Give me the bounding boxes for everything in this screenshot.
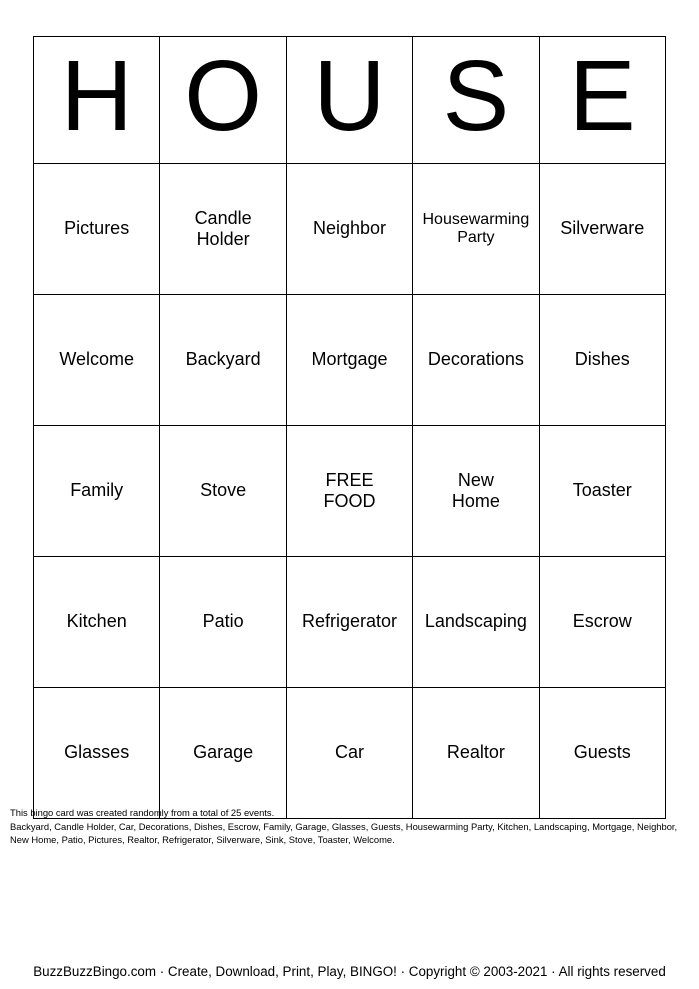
header-row — [34, 37, 666, 164]
grid-cell — [34, 295, 160, 426]
grid-cell — [286, 557, 412, 688]
grid-cell — [34, 164, 160, 295]
grid-cell — [34, 688, 160, 819]
cell-label: Dishes — [574, 349, 630, 370]
cell-label: Silverware — [560, 218, 645, 239]
grid-cell — [413, 557, 539, 688]
header-cell — [539, 37, 665, 164]
cell-label: Realtor — [446, 742, 505, 763]
grid-cell — [160, 426, 286, 557]
cell-label: Welcome — [59, 349, 135, 370]
cell-label: Backyard — [185, 349, 261, 370]
copyright-footer: BuzzBuzzBingo.com · Create, Download, Print, Play, BINGO! · Copyright © 2003-2021 · All rights reserved — [33, 964, 666, 979]
cell-label: Guests — [573, 742, 631, 763]
grid-cell — [286, 295, 412, 426]
cell-label: Glasses — [64, 742, 130, 763]
grid-cell — [413, 164, 539, 295]
header-cell — [34, 37, 160, 164]
header-cell — [413, 37, 539, 164]
grid-cell — [539, 295, 665, 426]
cell-label: Mortgage — [311, 349, 388, 370]
cell-label: Car — [334, 742, 364, 763]
grid-cell — [286, 688, 412, 819]
free-space-label: FREE FOOD — [323, 469, 376, 511]
cell-label: New Home — [451, 469, 500, 511]
note-line: New Home, Patio, Pictures, Realtor, Refrigerator, Silverware, Sink, Stove, Toaster, Welcome. — [10, 834, 395, 845]
grid-cell — [539, 557, 665, 688]
cell-label: Toaster — [572, 480, 632, 501]
grid-cell — [539, 688, 665, 819]
cell-label: Escrow — [572, 611, 632, 632]
cell-label: Housewarming Party — [422, 210, 530, 246]
grid-cell — [160, 164, 286, 295]
grid-row — [34, 164, 666, 295]
header-letter-h: H — [60, 40, 133, 152]
cell-label: Landscaping — [424, 611, 527, 632]
cell-label: Garage — [193, 742, 254, 763]
header-cell — [160, 37, 286, 164]
grid-cell — [160, 557, 286, 688]
grid-row — [34, 557, 666, 688]
grid-cell — [539, 164, 665, 295]
header-letter-s: S — [442, 40, 510, 152]
note-line: Backyard, Candle Holder, Car, Decorations, Dishes, Escrow, Family, Garage, Glasses, Guests, Housewarming Party, Kitchen, Landscaping, Mortgage, Neighbor, — [10, 820, 678, 832]
grid-cell — [34, 426, 160, 557]
cell-label: Neighbor — [312, 218, 386, 239]
bingo-grid — [33, 36, 666, 819]
grid-cell — [539, 426, 665, 557]
cell-label: Patio — [202, 611, 244, 632]
grid-cell — [413, 426, 539, 557]
grid-cell — [160, 688, 286, 819]
note-line: This bingo card was created randomly from a total of 25 events. — [10, 807, 275, 818]
grid-cell — [286, 164, 412, 295]
grid-cell — [34, 557, 160, 688]
grid-cell — [160, 295, 286, 426]
cell-label: Decorations — [427, 349, 524, 370]
cell-label: Family — [70, 480, 124, 501]
free-space-cell — [286, 426, 412, 557]
header-letter-o: O — [184, 40, 262, 152]
header-cell — [286, 37, 412, 164]
grid-cell — [413, 295, 539, 426]
cell-label: Stove — [200, 480, 247, 501]
grid-row — [34, 295, 666, 426]
cell-label: Pictures — [64, 218, 130, 239]
header-letter-e: E — [568, 40, 636, 152]
grid-row — [34, 426, 666, 557]
event-list-note — [10, 806, 690, 847]
grid-row — [34, 688, 666, 819]
cell-label: Kitchen — [66, 611, 127, 632]
cell-label: Candle Holder — [194, 207, 252, 249]
cell-label: Refrigerator — [301, 611, 397, 632]
header-letter-u: U — [313, 40, 386, 152]
grid-cell — [413, 688, 539, 819]
